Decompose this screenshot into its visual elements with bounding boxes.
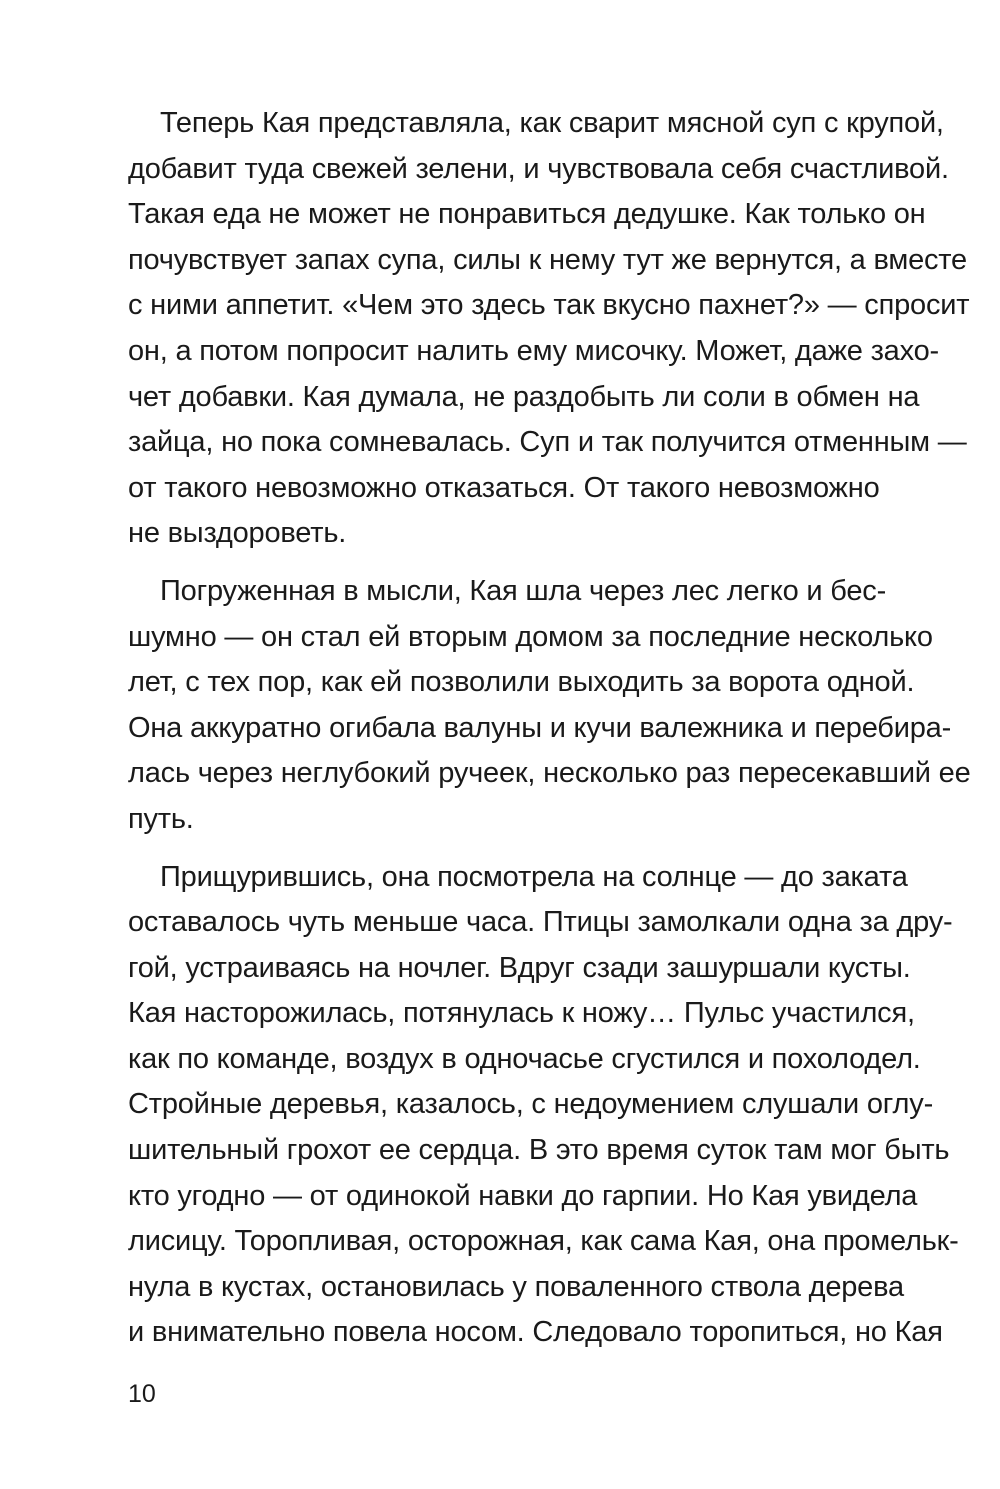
paragraph-gap (128, 843, 844, 855)
text-line: путь. (128, 802, 194, 835)
text-line: почувствует запах супа, силы к нему тут же вернутся, а вместе (128, 243, 967, 276)
text-line: с ними аппетит. «Чем это здесь так вкусно пахнет?» — спросит (128, 289, 970, 322)
text-line: Кая насторожилась, потянулась к ножу… Пульс участился, (128, 997, 915, 1030)
text-line: чет добавки. Кая думала, не раздобыть ли соли в обмен на (128, 380, 920, 413)
text-line: кто угодно — от одинокой навки до гарпии. Но Кая увидела (128, 1179, 918, 1212)
text-line: Погруженная в мысли, Кая шла через лес легко и бес- (160, 574, 887, 607)
text-line: и внимательно повела носом. Следовало торопиться, но Кая (128, 1316, 943, 1349)
text-line: зайца, но пока сомневалась. Суп и так получится отменным — (128, 426, 967, 459)
text-line: гой, устраиваясь на ночлег. Вдруг сзади зашуршали кусты. (128, 951, 911, 984)
page-number: 10 (128, 1380, 156, 1408)
text-line: лисицу. Торопливая, осторожная, как сама Кая, она промельк- (128, 1225, 959, 1258)
text-line: нула в кустах, остановилась у поваленного ствола дерева (128, 1270, 904, 1303)
text-line: шумно — он стал ей вторым домом за последние несколько (128, 620, 933, 653)
paragraph-gap (128, 557, 844, 569)
text-line: Теперь Кая представляла, как сварит мясной суп с крупой, (160, 107, 944, 139)
body-text (128, 101, 971, 1356)
text-line: Прищурившись, она посмотрела на солнце — до заката (160, 860, 908, 893)
text-line: шительный грохот ее сердца. В это время суток там мог быть (128, 1134, 950, 1167)
text-line: лет, с тех пор, как ей позволили выходить за ворота одной. (128, 666, 915, 699)
text-line: Стройные деревья, казалось, с недоумением слушали оглу- (128, 1088, 934, 1121)
text-line: добавит туда свежей зелени, и чувствовала себя счастливой. (128, 152, 949, 185)
text-line: от такого невозможно отказаться. От такого невозможно (128, 471, 880, 504)
text-line: не выздороветь. (128, 517, 347, 550)
text-line: как по команде, воздух в одночасье сгустился и похолодел. (128, 1042, 921, 1075)
text-line: Такая еда не может не понравиться дедушке. Как только он (128, 198, 926, 231)
text-line: оставалось чуть меньше часа. Птицы замолкали одна за дру- (128, 906, 953, 939)
text-line: он, а потом попросит налить ему мисочку. Может, даже захо- (128, 334, 939, 367)
text-line: Она аккуратно огибала валуны и кучи валежника и перебира- (128, 711, 952, 744)
text-line: лась через неглубокий ручеек, несколько раз пересекавший ее (128, 757, 971, 790)
